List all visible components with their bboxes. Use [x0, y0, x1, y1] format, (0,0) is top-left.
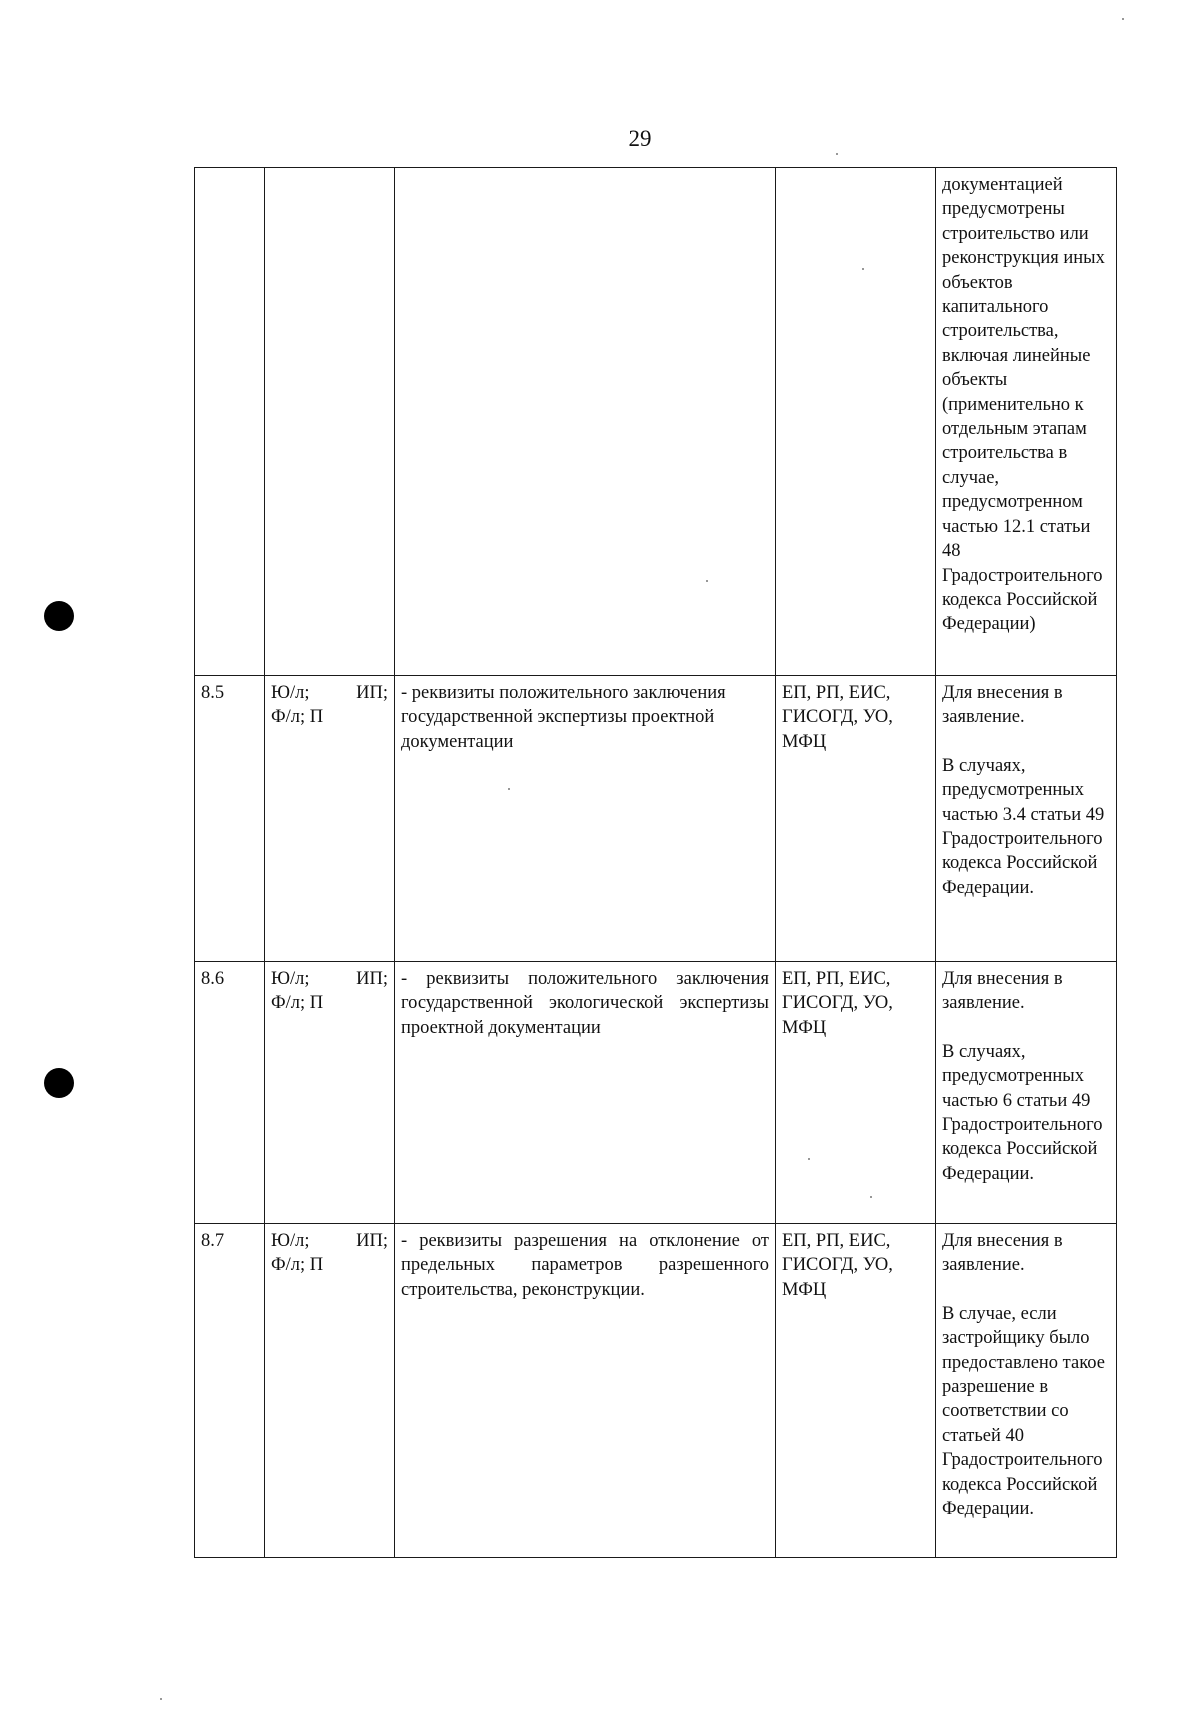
note-condition: В случаях, предусмотренных частью 3.4 статьи 49 Градостроительного кодекса Российской Федерации.: [942, 755, 1105, 898]
subject-individual: Ф/л; П: [271, 707, 324, 728]
cell-description: [395, 962, 776, 1224]
cell-description: [395, 1224, 776, 1558]
punch-hole: [44, 601, 74, 631]
table-row: [195, 1224, 1117, 1558]
cell-note: [936, 168, 1117, 676]
note-text: документацией предусмотрены строительство или реконструкция иных объектов капитального строительства, включая линейные объекты (применительно к отдельным этапам строительства в случае, предусмотренном частью 12.1 статьи 48 Градостроительного кодекса Российской Федерации): [942, 175, 1105, 635]
cell-note: [936, 1224, 1117, 1558]
cell-subject: [265, 676, 395, 962]
note-condition: В случаях, предусмотренных частью 6 статьи 49 Градостроительного кодекса Российской Федерации.: [942, 1041, 1103, 1184]
cell-source: [776, 168, 936, 676]
subject-legal-entity: Ю/л;: [271, 683, 310, 703]
cell-subject: [265, 168, 395, 676]
cell-number: 8.6: [195, 962, 265, 1224]
requirements-table: [194, 167, 1117, 1558]
cell-description: [395, 676, 776, 962]
cell-note: [936, 962, 1117, 1224]
source-text: ЕП, РП, ЕИС, ГИСОГД, УО, МФЦ: [782, 1231, 893, 1300]
scan-speck: [836, 153, 838, 155]
note-condition: В случае, если застройщику было предоставлено такое разрешение в соответствии со статьей 40 Градостроительного кодекса Российской Федерации.: [942, 1303, 1105, 1520]
cell-subject: [265, 962, 395, 1224]
note-purpose: Для внесения в заявление.: [942, 683, 1063, 728]
cell-source: [776, 962, 936, 1224]
subject-entrepreneur: ИП;: [356, 969, 388, 989]
scan-speck: [160, 1698, 162, 1700]
cell-source: [776, 676, 936, 962]
cell-subject: [265, 1224, 395, 1558]
description-text: - реквизиты положительного заключения государственной экологической экспертизы проектной документации: [401, 969, 769, 1038]
description-text: - реквизиты положительного заключения государственной экспертизы проектной документации: [401, 683, 726, 752]
cell-number: 8.7: [195, 1224, 265, 1558]
cell-source: [776, 1224, 936, 1558]
source-text: ЕП, РП, ЕИС, ГИСОГД, УО, МФЦ: [782, 969, 893, 1038]
cell-number: [195, 168, 265, 676]
source-text: ЕП, РП, ЕИС, ГИСОГД, УО, МФЦ: [782, 683, 893, 752]
note-purpose: Для внесения в заявление.: [942, 1231, 1063, 1276]
cell-number: 8.5: [195, 676, 265, 962]
description-text: - реквизиты разрешения на отклонение от предельных параметров разрешенного строительства, реконструкции.: [401, 1231, 769, 1300]
subject-entrepreneur: ИП;: [356, 1231, 388, 1251]
page-number: 29: [628, 126, 652, 151]
cell-note: [936, 676, 1117, 962]
note-purpose: Для внесения в заявление.: [942, 969, 1063, 1014]
cell-description: [395, 168, 776, 676]
subject-individual: Ф/л; П: [271, 1255, 324, 1276]
subject-entrepreneur: ИП;: [356, 683, 388, 703]
punch-hole: [44, 1068, 74, 1098]
scan-speck: [1122, 18, 1124, 20]
table-row-continuation: [195, 168, 1117, 676]
table-row: [195, 676, 1117, 962]
table-row: [195, 962, 1117, 1224]
subject-legal-entity: Ю/л;: [271, 1231, 310, 1251]
subject-legal-entity: Ю/л;: [271, 969, 310, 989]
subject-individual: Ф/л; П: [271, 993, 324, 1014]
